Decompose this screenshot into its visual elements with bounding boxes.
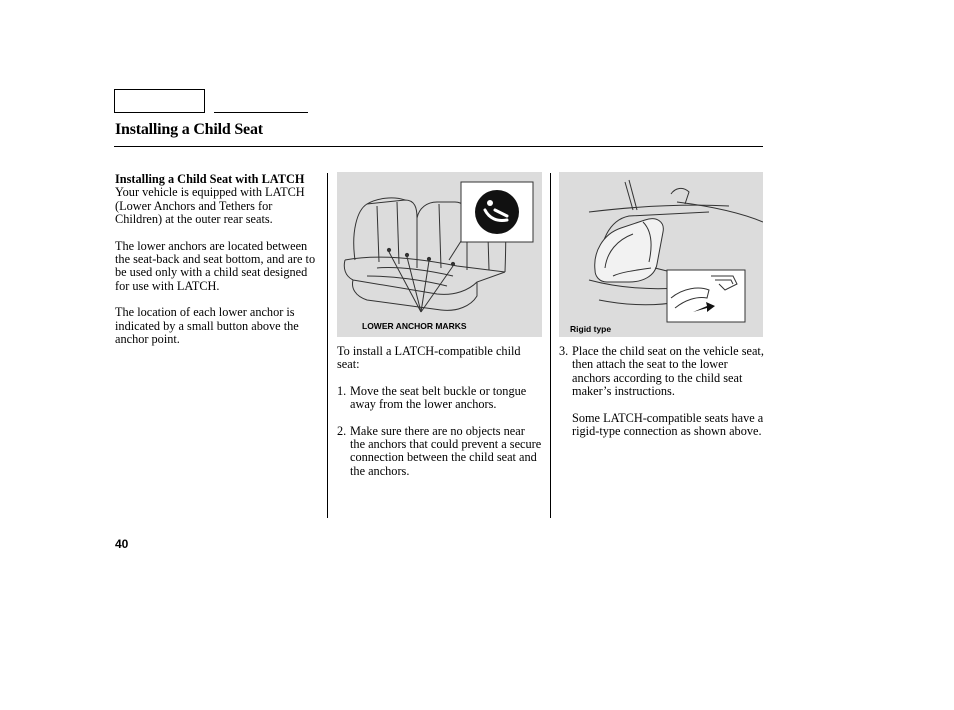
step-item (337, 385, 542, 412)
paragraph: The lower anchors are located between the seat-back and seat bottom, and are to be used only with a child seat designed for use with LATCH. (115, 238, 316, 293)
page-title: Installing a Child Seat (115, 121, 263, 138)
step-text: Place the child seat on the vehicle seat, then attach the seat to the lower anchors according to the child seat maker’s instructions. (572, 344, 764, 399)
step-number: 2. (337, 423, 347, 438)
lower-anchor-figure (337, 172, 542, 337)
paragraph: The location of each lower anchor is indicated by a small button above the anchor point. (115, 305, 299, 347)
column-2 (337, 345, 542, 491)
rear-seat-illustration (337, 172, 542, 337)
page-number: 40 (115, 537, 129, 551)
column-divider-2 (550, 173, 551, 518)
figure-caption: LOWER ANCHOR MARKS (362, 321, 467, 331)
step-number: 1. (337, 383, 347, 398)
figure-caption: Rigid type (570, 324, 612, 334)
child-seat-illustration (559, 172, 763, 337)
section-heading: Installing a Child Seat with LATCH (115, 172, 305, 186)
nav-box[interactable] (114, 89, 205, 113)
step-text: Make sure there are no objects near the anchors that could prevent a secure connection between the child seat and the anchors. (350, 423, 542, 478)
nav-link-line[interactable] (214, 112, 308, 113)
paragraph: Your vehicle is equipped with LATCH (Lower Anchors and Tethers for Children) at the outer rear seats. (115, 185, 305, 227)
step-item (559, 345, 764, 399)
column-divider-1 (327, 173, 328, 518)
note-text: Some LATCH-compatible seats have a rigid-type connection as shown above. (572, 410, 764, 439)
header-rule (114, 146, 763, 147)
step-item (337, 425, 542, 479)
step-text: Move the seat belt buckle or tongue away from the lower anchors. (350, 383, 527, 412)
intro-text: To install a LATCH-compatible child seat: (337, 344, 521, 372)
rigid-type-figure (559, 172, 763, 337)
step-number: 3. (559, 344, 569, 358)
column-3 (559, 345, 764, 451)
column-1 (115, 173, 320, 359)
